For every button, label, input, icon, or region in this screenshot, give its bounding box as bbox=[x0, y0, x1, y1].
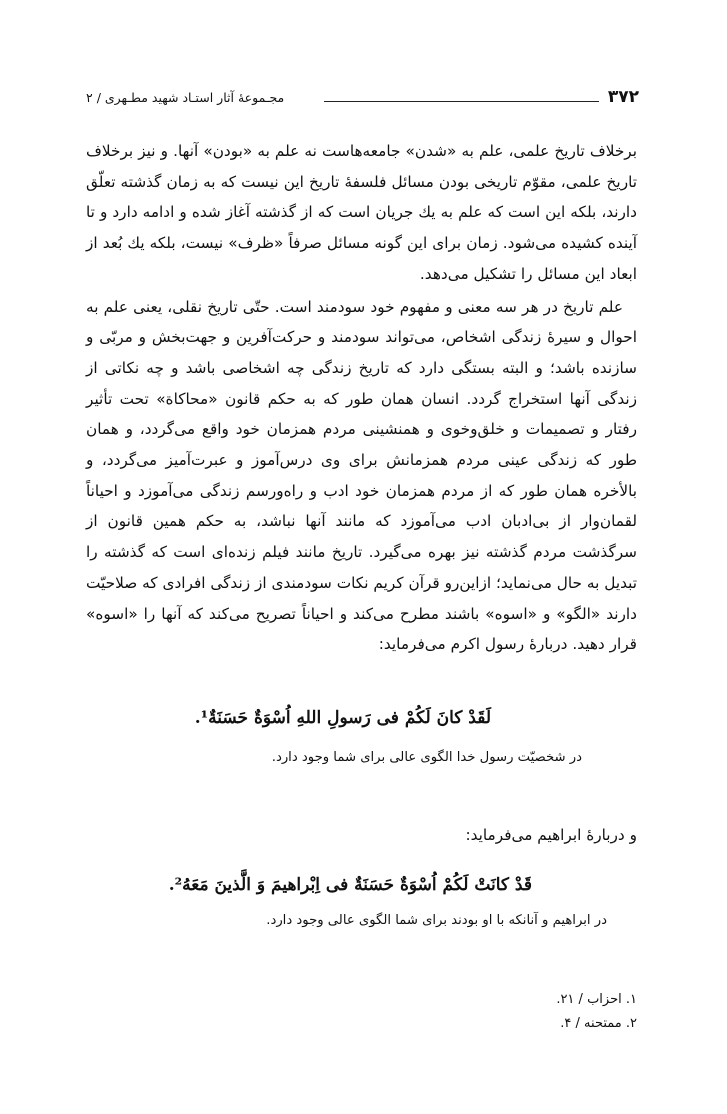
quran-verse-2: قَدْ كانَتْ لَكُمْ اُسْوَةٌ حَسَنَةٌ فى اِبْراهيمَ وَ الَّذينَ مَعَهُ². bbox=[168, 875, 532, 895]
running-title: مجـموعهٔ آثار استـاد شهید مطـهری / ۲ bbox=[86, 90, 285, 105]
quran-verse-1: لَقَدْ كانَ لَكُمْ فى رَسولِ اللهِ اُسْوَةٌ حَسَنَةٌ¹. bbox=[194, 708, 491, 728]
footnotes bbox=[556, 988, 637, 1036]
page-number: ۳۷۲ bbox=[607, 87, 639, 107]
verse-translation-1: در شخصیّت رسول خدا الگوی عالی برای شما وجود دارد. bbox=[271, 750, 582, 765]
paragraph-1: برخلاف تاریخ علمی، علم به «شدن» جامعه‌هاست نه علم به «بودن» آنها. و نیز برخلاف تاریخ علمی، مقوّم تاریخی بودن مسائل فلسفهٔ تاریخ این نیست که به زمان گذشته تعلّق دارند، بلکه این است که علم به یك جریان است که از گذشته آغاز شده و ادامه دارد و تا آینده کشیده می‌شود. زمان برای این گونه مسائل صرفاً «ظرف» نیست، بلکه یك بُعد از ابعاد این مسائل را تشکیل می‌دهد. bbox=[86, 142, 637, 283]
paragraph-2: علم تاریخ در هر سه معنی و مفهوم خود سودمند است. حتّی تاریخ نقلی، یعنی علم به احوال و سیرهٔ زندگی اشخاص، می‌تواند سودمند و حرکت‌آفرین و جهت‌بخش و مربّی و سازنده باشد؛ و البته بستگی دارد که تاریخ زندگی چه اشخاصی باشد و چه نکاتی از زندگی آنها استخراج گردد. انسان همان طور که به حکم قانون «محاکاة» تحت تأثیر رفتار و تصمیمات و خلق‌وخوی و همنشینی مردم همزمان خود واقع می‌گردد، و همان طور که زندگی عینی مردم همزمانش برای وی درس‌آموز و عبرت‌آمیز می‌گردد، و بالأخره همان طور که از مردم همزمان خود ادب و راه‌ورسم زندگی می‌آموزد و احیاناً لقمان‌وار از بی‌ادبان ادب می‌آموزد که مانند آنها نباشد، به حکم همین قانون از سرگذشت مردم گذشته نیز بهره می‌گیرد. تاریخ مانند فیلم زنده‌ای است که گذشته را تبدیل به حال می‌نماید؛ ازاین‌رو قرآن کریم نکات سودمندی از زندگی افرادی که صلاحیّت دارند «الگو» و «اسوه» باشند مطرح می‌کند و احیاناً تصریح می‌کند که آنها را «اسوه» قرار دهید. دربارهٔ رسول اکرم می‌فرماید: bbox=[86, 297, 637, 654]
header-rule bbox=[324, 101, 599, 102]
main-text bbox=[86, 136, 637, 660]
footnote-2: ۲. ممتحنه / ۴. bbox=[560, 1016, 637, 1031]
verse-translation-2: در ابراهیم و آنانکه با او بودند برای شما الگوی عالی وجود دارد. bbox=[266, 913, 607, 928]
footnote-1: ۱. احزاب / ۲۱. bbox=[556, 992, 637, 1007]
verse-intro-2: و دربارهٔ ابراهیم می‌فرماید: bbox=[465, 826, 637, 844]
page-header bbox=[86, 86, 639, 112]
